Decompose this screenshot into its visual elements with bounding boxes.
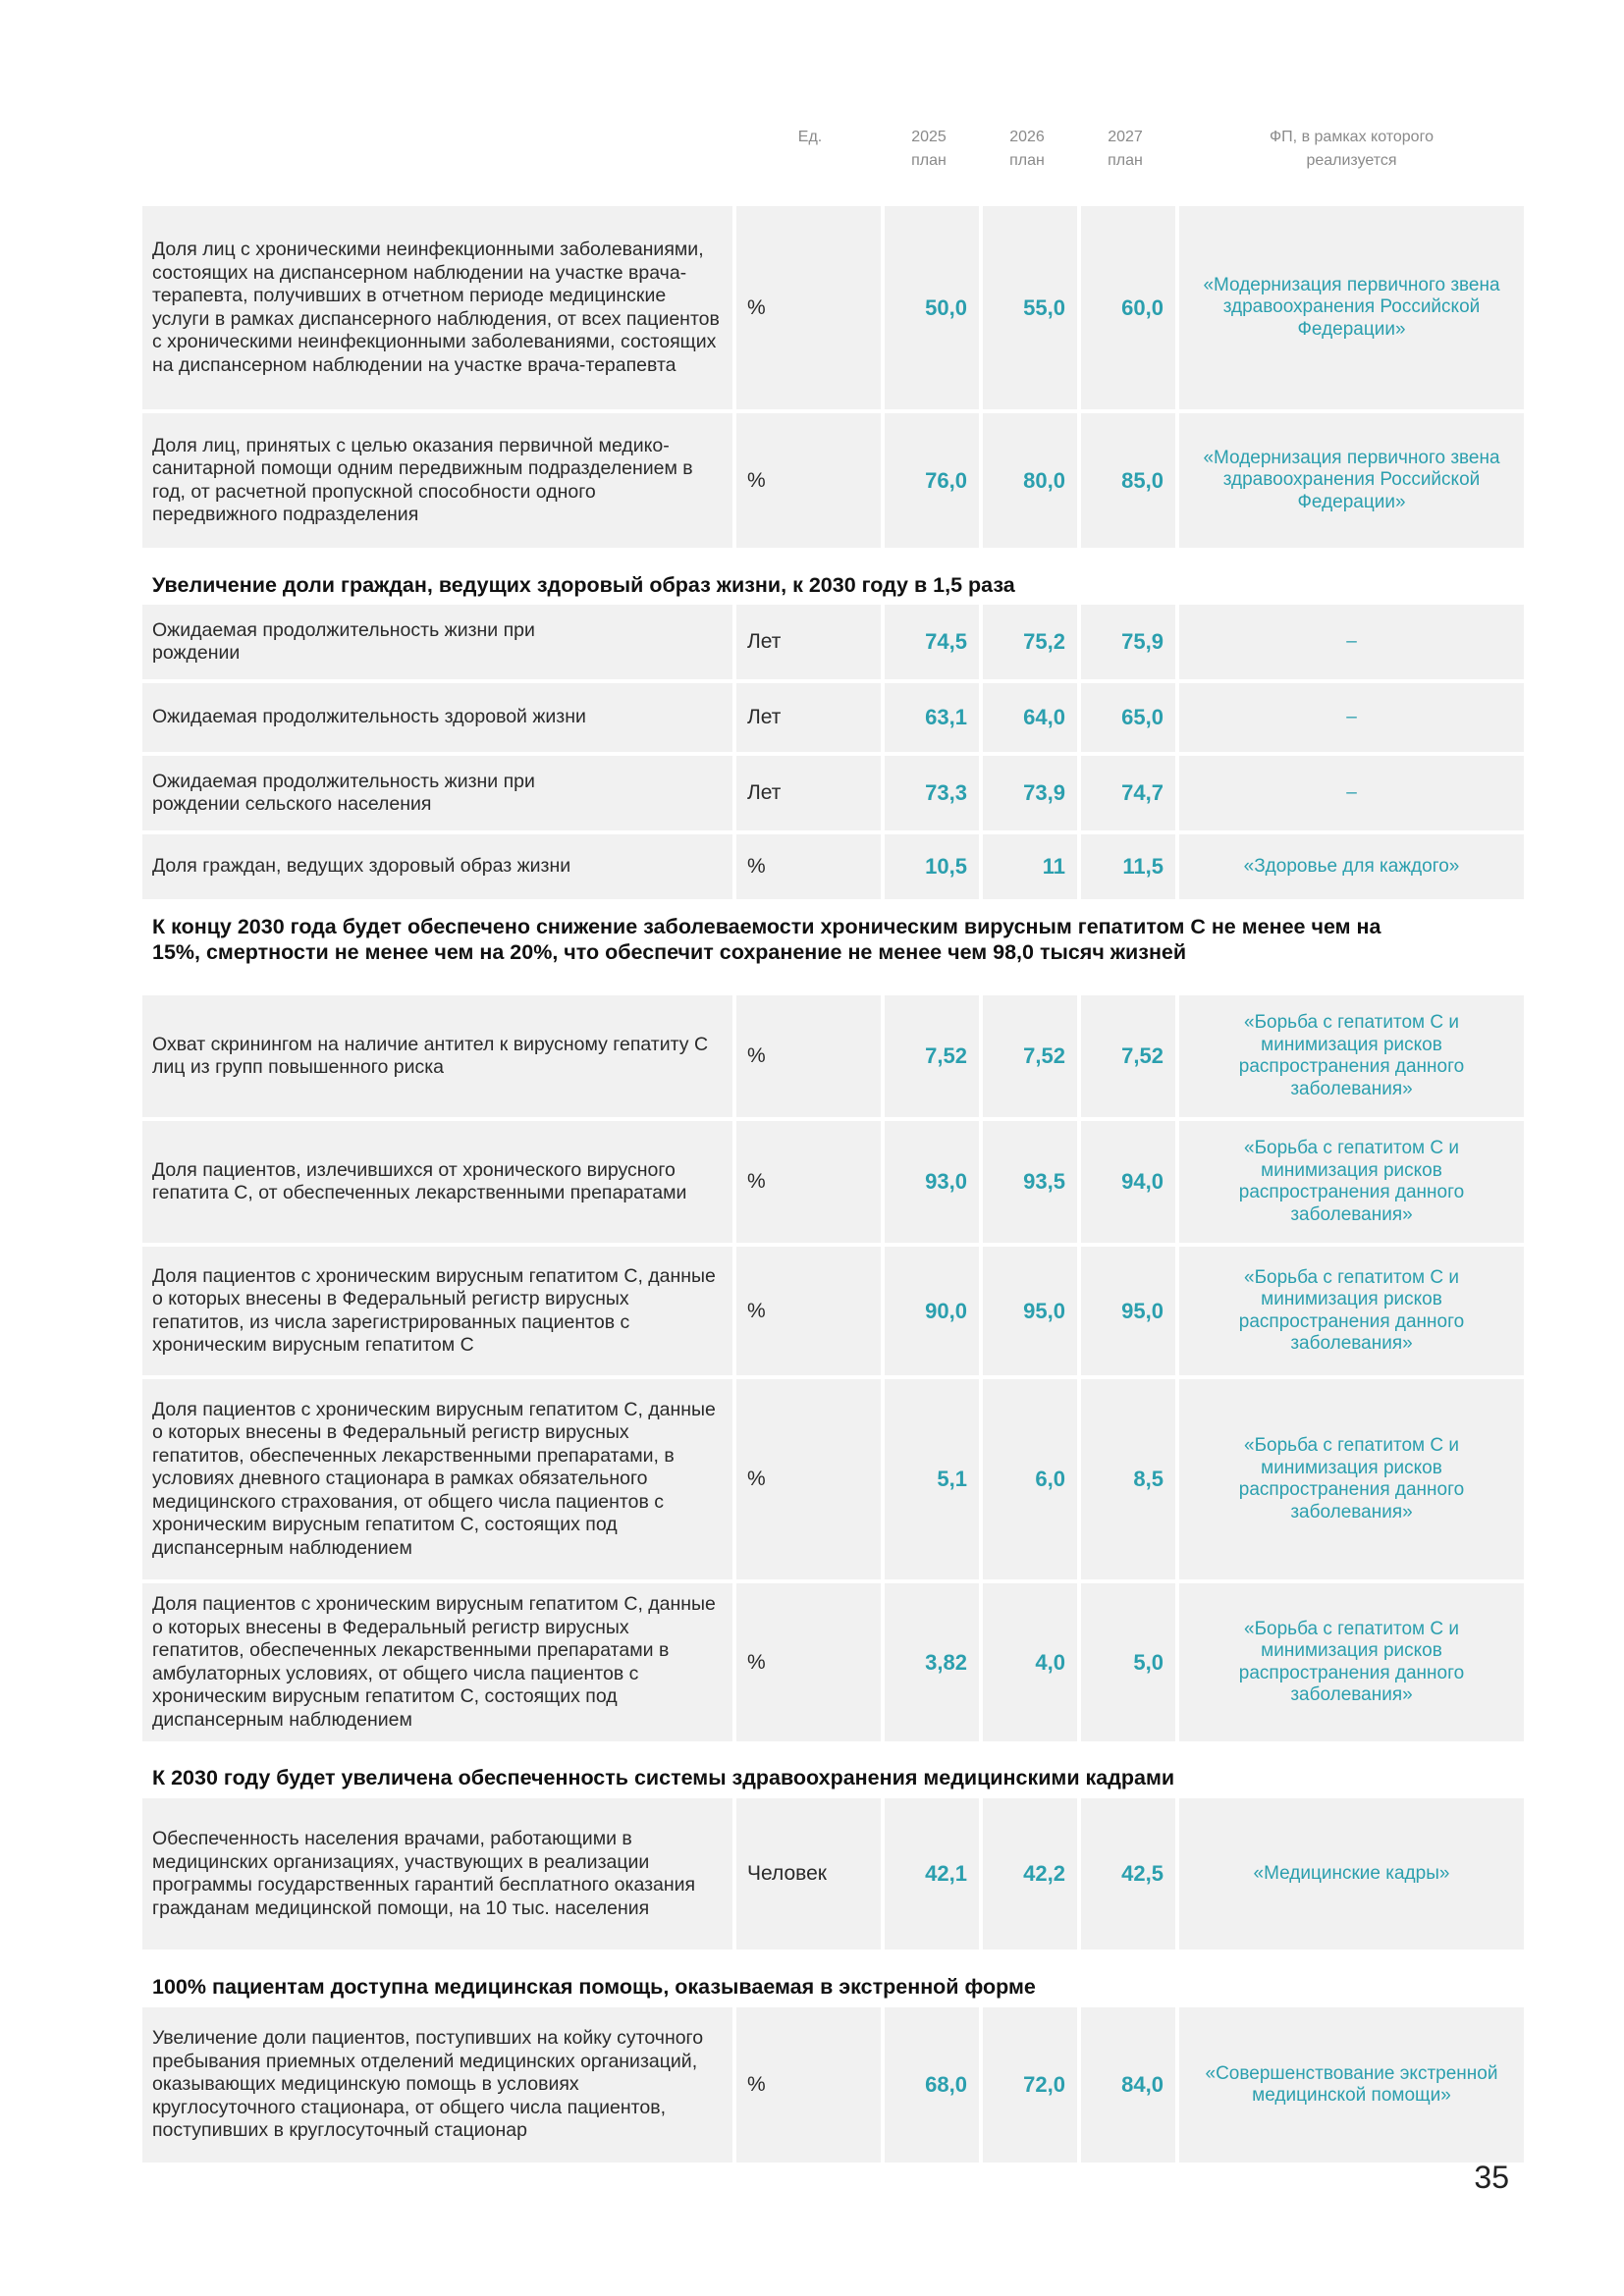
fp-cell bbox=[1179, 756, 1524, 830]
section-heading: К концу 2030 года будет обеспечено снижение заболеваемости хроническим вирусным гепатитом С не менее чем на 15%, смертности не менее чем на 20%, что обеспечит сохранение не менее чем 98,0 тысяч жизней bbox=[152, 915, 1381, 964]
unit-value: % bbox=[747, 1468, 766, 1490]
unit-cell bbox=[736, 413, 881, 548]
indicator-name: Обеспеченность населения врачами, работающими в медицинских организациях, участвующих в реализации программы государственных гарантий бесплатного оказания гражданам медицинской помощи, на 10 тыс. населения bbox=[152, 1828, 696, 1919]
table-row bbox=[142, 834, 1524, 899]
value-2025-cell bbox=[885, 1798, 979, 1949]
value-2025-cell bbox=[885, 2007, 979, 2163]
fp-name: «Борьба с гепатитом С и минимизация рисков распространения данного заболевания» bbox=[1238, 1618, 1465, 1705]
indicator-name-cell bbox=[142, 1583, 732, 1741]
value-2025-cell bbox=[885, 206, 979, 409]
value-2026-cell bbox=[983, 1121, 1077, 1243]
fp-cell bbox=[1179, 2007, 1524, 2163]
value-2025-cell bbox=[885, 1247, 979, 1375]
fp-name: – bbox=[1346, 630, 1357, 652]
unit-value: Лет bbox=[747, 630, 782, 653]
value-2025: 3,82 bbox=[925, 1649, 967, 1675]
unit-cell bbox=[736, 2007, 881, 2163]
indicator-name-cell bbox=[142, 206, 732, 409]
column-header-unit: Ед. bbox=[797, 129, 823, 145]
fp-name: «Модернизация первичного звена здравоохранения Российской Федерации» bbox=[1203, 447, 1500, 512]
indicator-name-cell bbox=[142, 995, 732, 1117]
fp-name: «Борьба с гепатитом С и минимизация рисков распространения данного заболевания» bbox=[1238, 1138, 1465, 1225]
unit-cell bbox=[736, 1379, 881, 1579]
column-header-2025: 2025 план bbox=[911, 129, 947, 169]
table-row bbox=[142, 1583, 1524, 1741]
value-2027: 11,5 bbox=[1122, 854, 1164, 879]
value-2027-cell bbox=[1081, 2007, 1175, 2163]
fp-name: «Совершенствование экстренной медицинской помощи» bbox=[1205, 2062, 1498, 2106]
unit-cell bbox=[736, 1121, 881, 1243]
value-2025: 74,5 bbox=[925, 629, 967, 654]
unit-value: % bbox=[747, 1170, 766, 1193]
fp-cell bbox=[1179, 834, 1524, 899]
fp-name: «Модернизация первичного звена здравоохранения Российской Федерации» bbox=[1203, 274, 1500, 340]
value-2026: 80,0 bbox=[1023, 467, 1065, 493]
indicator-name-cell bbox=[142, 1247, 732, 1375]
value-2026: 11 bbox=[1042, 854, 1065, 879]
value-2027-cell bbox=[1081, 413, 1175, 548]
fp-cell bbox=[1179, 1583, 1524, 1741]
unit-value: % bbox=[747, 1299, 766, 1322]
fp-name: – bbox=[1346, 706, 1357, 727]
value-2027: 95,0 bbox=[1121, 1298, 1164, 1323]
unit-cell bbox=[736, 683, 881, 752]
indicator-name: Ожидаемая продолжительность жизни при рождении сельского населения bbox=[152, 770, 535, 815]
fp-cell bbox=[1179, 206, 1524, 409]
value-2026: 75,2 bbox=[1023, 629, 1065, 654]
fp-cell bbox=[1179, 683, 1524, 752]
unit-value: Человек bbox=[747, 1862, 827, 1885]
table-row bbox=[142, 1121, 1524, 1243]
indicator-name-cell bbox=[142, 413, 732, 548]
value-2025: 63,1 bbox=[925, 705, 967, 729]
value-2026-cell bbox=[983, 995, 1077, 1117]
unit-value: Лет bbox=[747, 781, 782, 804]
table-row bbox=[142, 995, 1524, 1117]
value-2025-cell bbox=[885, 1121, 979, 1243]
value-2025-cell bbox=[885, 756, 979, 830]
fp-cell bbox=[1179, 1247, 1524, 1375]
fp-name: «Медицинские кадры» bbox=[1253, 1862, 1450, 1884]
fp-cell bbox=[1179, 413, 1524, 548]
indicator-name-cell bbox=[142, 1121, 732, 1243]
indicator-name: Увеличение доли пациентов, поступивших на койку суточного пребывания приемных отделений медицинских организаций, оказывающих медицинскую помощь в условиях круглосуточного стационара, от общего числа пациентов, поступивших в круглосуточный стационар bbox=[152, 2027, 704, 2142]
value-2027: 94,0 bbox=[1121, 1169, 1164, 1194]
unit-cell bbox=[736, 605, 881, 679]
table-row bbox=[142, 756, 1524, 830]
value-2025: 76,0 bbox=[925, 467, 967, 493]
value-2027: 5,0 bbox=[1133, 1649, 1164, 1675]
value-2025-cell bbox=[885, 1583, 979, 1741]
value-2026-cell bbox=[983, 1379, 1077, 1579]
value-2027: 60,0 bbox=[1121, 294, 1164, 320]
indicator-name-cell bbox=[142, 683, 732, 752]
indicator-name-cell bbox=[142, 2007, 732, 2163]
table-row bbox=[142, 2007, 1524, 2163]
value-2026: 4,0 bbox=[1035, 1649, 1065, 1675]
value-2026: 7,52 bbox=[1023, 1043, 1065, 1068]
value-2026: 73,9 bbox=[1023, 780, 1065, 805]
value-2027-cell bbox=[1081, 1121, 1175, 1243]
value-2027: 85,0 bbox=[1121, 467, 1164, 493]
value-2025-cell bbox=[885, 683, 979, 752]
fp-name: «Здоровье для каждого» bbox=[1243, 855, 1460, 877]
value-2027: 7,52 bbox=[1121, 1043, 1164, 1068]
value-2026-cell bbox=[983, 413, 1077, 548]
fp-cell bbox=[1179, 1379, 1524, 1579]
page-number: 35 bbox=[1474, 2160, 1509, 2195]
unit-cell bbox=[736, 834, 881, 899]
fp-name: «Борьба с гепатитом С и минимизация рисков распространения данного заболевания» bbox=[1238, 1266, 1465, 1354]
value-2026: 95,0 bbox=[1023, 1298, 1065, 1323]
table-row bbox=[142, 1247, 1524, 1375]
value-2025-cell bbox=[885, 605, 979, 679]
indicator-name: Доля пациентов с хроническим вирусным гепатитом С, данные о которых внесены в Федеральный регистр вирусных гепатитов, обеспеченных лекарственными препаратами, в условиях дневного стационара в рамках обязательного медицинского страхования, от общего числа пациентов с хроническим вирусным гепатитом С, состоящих под диспансерным наблюдением bbox=[152, 1398, 716, 1559]
section-heading: 100% пациентам доступна медицинская помощь, оказываемая в экстренной форме bbox=[152, 1975, 1036, 1999]
table-row bbox=[142, 683, 1524, 752]
value-2025: 42,1 bbox=[925, 1861, 967, 1886]
indicator-name-cell bbox=[142, 756, 732, 830]
value-2025: 93,0 bbox=[925, 1169, 967, 1194]
value-2025-cell bbox=[885, 1379, 979, 1579]
column-header-fp: ФП, в рамках которого реализуется bbox=[1270, 129, 1434, 169]
indicator-name-cell bbox=[142, 1379, 732, 1579]
unit-value: % bbox=[747, 2073, 766, 2096]
value-2027: 65,0 bbox=[1121, 705, 1164, 729]
value-2026: 93,5 bbox=[1023, 1169, 1065, 1194]
value-2027: 75,9 bbox=[1121, 629, 1164, 654]
table-row bbox=[142, 1798, 1524, 1949]
value-2026: 72,0 bbox=[1023, 2072, 1065, 2097]
unit-cell bbox=[736, 206, 881, 409]
value-2025: 7,52 bbox=[925, 1043, 967, 1068]
indicator-name: Охват скринингом на наличие антител к вирусному гепатиту С лиц из групп повышенного риска bbox=[152, 1033, 709, 1078]
value-2025: 68,0 bbox=[925, 2072, 967, 2097]
value-2025: 5,1 bbox=[937, 1467, 967, 1491]
table-row bbox=[142, 1379, 1524, 1579]
value-2027: 74,7 bbox=[1121, 780, 1164, 805]
indicator-name: Доля лиц, принятых с целью оказания первичной медико-санитарной помощи одним передвижным подразделением в год, от расчетной пропускной способности одного передвижного подразделения bbox=[152, 434, 693, 525]
value-2027-cell bbox=[1081, 1583, 1175, 1741]
value-2027-cell bbox=[1081, 995, 1175, 1117]
value-2026-cell bbox=[983, 1247, 1077, 1375]
indicator-name: Доля лиц с хроническими неинфекционными заболеваниями, состоящих на диспансерном наблюдении на участке врача-терапевта, получивших в отчетном периоде медицинские услуги в рамках диспансерного наблюдения, от всех пациентов с хроническими неинфекционными заболеваниями, состоящих на диспансерном наблюдении на участке врача-терапевта bbox=[152, 239, 720, 376]
unit-cell bbox=[736, 995, 881, 1117]
column-header-2026: 2026 план bbox=[1009, 129, 1045, 169]
value-2026: 6,0 bbox=[1035, 1467, 1065, 1491]
value-2026-cell bbox=[983, 1583, 1077, 1741]
fp-name: «Борьба с гепатитом С и минимизация рисков распространения данного заболевания» bbox=[1238, 1012, 1465, 1099]
section-heading: Увеличение доли граждан, ведущих здоровый образ жизни, к 2030 году в 1,5 раза bbox=[152, 573, 1015, 597]
value-2027: 84,0 bbox=[1121, 2072, 1164, 2097]
value-2025-cell bbox=[885, 995, 979, 1117]
column-header-2027: 2027 план bbox=[1108, 129, 1143, 169]
unit-value: % bbox=[747, 468, 766, 492]
value-2026-cell bbox=[983, 834, 1077, 899]
value-2027-cell bbox=[1081, 1247, 1175, 1375]
indicator-name: Доля пациентов с хроническим вирусным гепатитом С, данные о которых внесены в Федеральный регистр вирусных гепатитов, из числа зарегистрированных пациентов с хроническим вирусным гепатитом С bbox=[152, 1264, 716, 1356]
value-2026-cell bbox=[983, 206, 1077, 409]
value-2027-cell bbox=[1081, 206, 1175, 409]
value-2026-cell bbox=[983, 683, 1077, 752]
value-2027-cell bbox=[1081, 1379, 1175, 1579]
value-2027-cell bbox=[1081, 605, 1175, 679]
table-row bbox=[142, 413, 1524, 548]
section-heading: К 2030 году будет увеличена обеспеченность системы здравоохранения медицинскими кадрами bbox=[152, 1766, 1175, 1789]
value-2027-cell bbox=[1081, 683, 1175, 752]
unit-cell bbox=[736, 756, 881, 830]
value-2026-cell bbox=[983, 756, 1077, 830]
fp-cell bbox=[1179, 1121, 1524, 1243]
fp-cell bbox=[1179, 995, 1524, 1117]
value-2025: 50,0 bbox=[925, 294, 967, 320]
value-2026-cell bbox=[983, 605, 1077, 679]
value-2027: 8,5 bbox=[1133, 1467, 1164, 1491]
unit-value: % bbox=[747, 295, 766, 319]
indicator-name-cell bbox=[142, 834, 732, 899]
value-2025: 10,5 bbox=[925, 854, 967, 879]
table-row bbox=[142, 605, 1524, 679]
fp-cell bbox=[1179, 605, 1524, 679]
fp-name: – bbox=[1346, 781, 1357, 803]
unit-value: % bbox=[747, 1650, 766, 1674]
value-2027-cell bbox=[1081, 756, 1175, 830]
value-2026-cell bbox=[983, 1798, 1077, 1949]
indicator-name: Доля пациентов, излечившихся от хронического вирусного гепатита С, от обеспеченных лекарственными препаратами bbox=[152, 1158, 687, 1203]
indicator-name: Ожидаемая продолжительность здоровой жизни bbox=[152, 706, 586, 728]
value-2025-cell bbox=[885, 834, 979, 899]
value-2027: 42,5 bbox=[1121, 1861, 1164, 1886]
value-2025: 73,3 bbox=[925, 780, 967, 805]
value-2027-cell bbox=[1081, 834, 1175, 899]
unit-cell bbox=[736, 1247, 881, 1375]
indicator-name: Доля граждан, ведущих здоровый образ жизни bbox=[152, 855, 571, 878]
fp-cell bbox=[1179, 1798, 1524, 1949]
indicator-name: Ожидаемая продолжительность жизни при рождении bbox=[152, 618, 535, 664]
unit-value: % bbox=[747, 855, 766, 878]
unit-cell bbox=[736, 1798, 881, 1949]
indicator-name-cell bbox=[142, 605, 732, 679]
unit-value: Лет bbox=[747, 706, 782, 728]
value-2025-cell bbox=[885, 413, 979, 548]
value-2026-cell bbox=[983, 2007, 1077, 2163]
value-2025: 90,0 bbox=[925, 1298, 967, 1323]
fp-name: «Борьба с гепатитом С и минимизация рисков распространения данного заболевания» bbox=[1238, 1435, 1465, 1522]
indicator-name-cell bbox=[142, 1798, 732, 1949]
value-2026: 64,0 bbox=[1023, 705, 1065, 729]
value-2026: 55,0 bbox=[1023, 294, 1065, 320]
unit-value: % bbox=[747, 1044, 766, 1067]
table-row bbox=[142, 206, 1524, 409]
table-column-header bbox=[142, 126, 1524, 185]
indicator-name: Доля пациентов с хроническим вирусным гепатитом С, данные о которых внесены в Федеральный регистр вирусных гепатитов, обеспеченных лекарственными препаратами в амбулаторных условиях, от общего числа пациентов с хроническим вирусным гепатитом С, состоящих под диспансерным наблюдением bbox=[152, 1593, 716, 1731]
value-2026: 42,2 bbox=[1023, 1861, 1065, 1886]
value-2027-cell bbox=[1081, 1798, 1175, 1949]
unit-cell bbox=[736, 1583, 881, 1741]
